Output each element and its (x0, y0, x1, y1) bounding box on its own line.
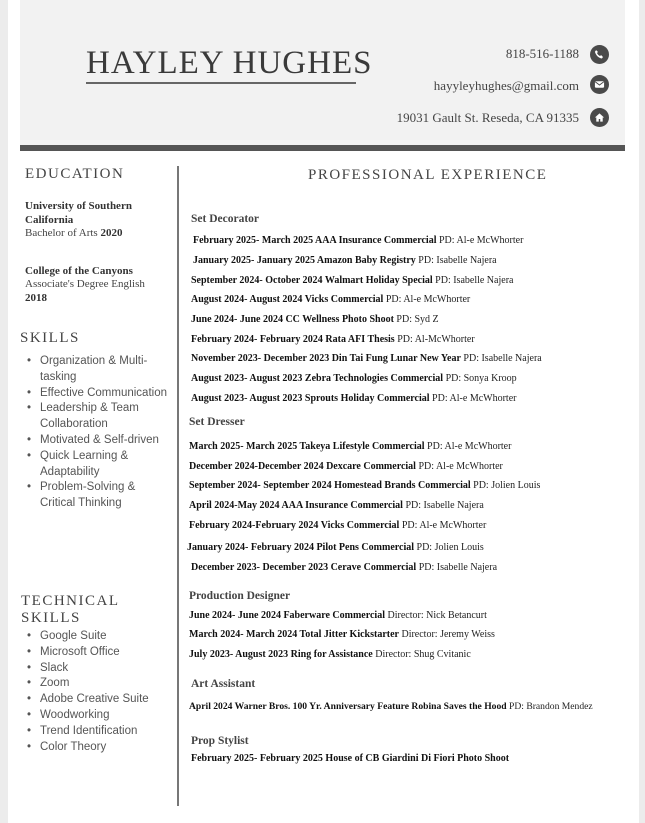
job-entry (189, 480, 540, 491)
job-entry (187, 542, 484, 553)
job-entry (191, 373, 517, 384)
skill-item: • Effective Communication (27, 386, 167, 402)
degree-year: 2020 (100, 227, 123, 239)
job-credit: PD: Syd Z (393, 314, 439, 325)
job-entry (189, 461, 503, 472)
technical-skill-item: • Adobe Creative Suite (27, 692, 167, 708)
job-title: July 2023- August 2023 Ring for Assistance (189, 649, 373, 660)
job-credit: Director: Shug Cvitanic (372, 649, 471, 660)
name-underline (86, 82, 356, 84)
degree-name: Bachelor of Arts (25, 227, 98, 239)
header-divider (20, 145, 625, 151)
skill-item: • Leadership & Team Collaboration (27, 401, 167, 433)
applicant-name: HAYLEY HUGHES (86, 45, 373, 81)
education-degree-2: Associate's Degree English (25, 278, 145, 290)
job-credit: PD: Isabelle Najera (402, 500, 484, 511)
job-title: November 2023- December 2023 Din Tai Fung Lunar New Year (191, 353, 461, 364)
job-entry (189, 500, 484, 511)
role-heading-set-decorator: Set Decorator (191, 213, 260, 225)
header-band (20, 0, 625, 145)
technical-skill-item: • Woodworking (27, 708, 167, 724)
column-divider (177, 166, 179, 806)
technical-skill-item: • Color Theory (27, 740, 167, 756)
job-title: September 2024- September 2024 Homestead Brands Commercial (189, 480, 471, 491)
job-credit: PD: Brandon Mendez (506, 701, 593, 712)
job-credit: PD: Isabelle Najera (432, 275, 514, 286)
resume-page (8, 0, 639, 823)
technical-skill-item: • Google Suite (27, 629, 167, 645)
job-entry (189, 441, 511, 452)
job-title: January 2025- January 2025 Amazon Baby Registry (193, 255, 416, 266)
job-title: February 2024-February 2024 Vicks Commercial (189, 520, 400, 531)
job-entry (189, 629, 495, 640)
job-title: February 2024- February 2024 Rata AFI Thesis (191, 334, 395, 345)
contact-email[interactable]: hayyleyhughes@gmail.com (433, 78, 579, 93)
education-degree-1 (25, 227, 122, 239)
contact-address: 19031 Gault St. Reseda, CA 91335 (396, 110, 579, 125)
job-title: March 2025- March 2025 Takeya Lifestyle Commercial (189, 441, 425, 452)
school-name-line1: University of Southern (25, 200, 132, 212)
job-title: August 2023- August 2023 Zebra Technologies Commercial (191, 373, 444, 384)
job-credit: Director: Jeremy Weiss (398, 629, 495, 640)
job-entry (191, 314, 439, 325)
job-title: February 2025- March 2025 AAA Insurance Commercial (193, 235, 437, 246)
job-entry (193, 255, 497, 266)
skill-item: • Quick Learning & Adaptability (27, 449, 167, 481)
job-entry (191, 334, 475, 345)
technical-skill-item: • Zoom (27, 676, 167, 692)
skills-heading: SKILLS (20, 330, 80, 346)
skill-item: • Motivated & Self-driven (27, 433, 167, 449)
job-entry (189, 649, 471, 660)
skills-list (27, 354, 167, 512)
job-title: June 2024- June 2024 Faberware Commercial (189, 610, 385, 621)
home-icon (590, 108, 609, 127)
job-credit: PD: Isabelle Najera (416, 562, 498, 573)
job-title: December 2023- December 2023 Cerave Commercial (191, 562, 417, 573)
education-year-2 (25, 292, 47, 304)
job-title: June 2024- June 2024 CC Wellness Photo Shoot (191, 314, 394, 325)
job-credit: PD: Isabelle Najera (460, 353, 542, 364)
job-entry (189, 701, 593, 712)
skill-item: • Problem-Solving & Critical Thinking (27, 480, 167, 512)
technical-skill-item: • Slack (27, 661, 167, 677)
job-entry (189, 610, 487, 621)
job-entry (193, 235, 523, 246)
job-title: March 2024- March 2024 Total Jitter Kickstarter (189, 629, 399, 640)
role-heading-art-assistant: Art Assistant (191, 678, 256, 690)
school-name-line2: California (25, 214, 74, 226)
job-credit: PD: Al-e McWhorter (383, 294, 471, 305)
job-title: December 2024-December 2024 Dexcare Commercial (189, 461, 416, 472)
job-entry (191, 275, 513, 286)
role-heading-prop-stylist: Prop Stylist (191, 735, 249, 747)
job-entry (191, 562, 497, 573)
job-title: February 2025- February 2025 House of CB Giardini Di Fiori Photo Shoot (191, 753, 510, 764)
job-credit: PD: Sonya Kroop (443, 373, 517, 384)
job-credit: PD: Al-e McWhorter (436, 235, 524, 246)
job-credit: PD: Al-e McWhorter (429, 393, 517, 404)
technical-heading-line2: SKILLS (21, 610, 81, 626)
mail-icon (590, 75, 609, 94)
job-entry (191, 353, 542, 364)
job-credit: PD: Al-e McWhorter (415, 461, 503, 472)
job-credit: PD: Al-e McWhorter (399, 520, 487, 531)
technical-skills-heading (21, 593, 120, 627)
job-credit: PD: Al-e McWhorter (424, 441, 512, 452)
job-title: April 2024-May 2024 AAA Insurance Commercial (189, 500, 403, 511)
job-title: September 2024- October 2024 Walmart Holiday Special (191, 275, 433, 286)
technical-heading-line1: TECHNICAL (21, 593, 120, 609)
technical-skills-list (27, 629, 167, 755)
job-credit: PD: Al-McWhorter (394, 334, 475, 345)
job-entry (191, 393, 516, 404)
job-entry (191, 753, 509, 764)
education-school-2: College of the Canyons (25, 265, 133, 277)
job-entry (191, 294, 470, 305)
job-title: August 2024- August 2024 Vicks Commercial (191, 294, 384, 305)
experience-heading: PROFESSIONAL EXPERIENCE (308, 167, 548, 183)
phone-icon (590, 45, 609, 64)
education-heading: EDUCATION (25, 166, 125, 182)
contact-phone: 818-516-1188 (505, 46, 579, 61)
job-credit: PD: Jolien Louis (414, 542, 484, 553)
technical-skill-item: • Trend Identification (27, 724, 167, 740)
job-entry (189, 520, 486, 531)
technical-skill-item: • Microsoft Office (27, 645, 167, 661)
job-title: April 2024 Warner Bros. 100 Yr. Anniversary Feature Robina Saves the Hood (189, 701, 507, 712)
job-credit: PD: Isabelle Najera (415, 255, 497, 266)
job-credit: Director: Nick Betancurt (385, 610, 487, 621)
role-heading-production-designer: Production Designer (189, 590, 291, 602)
job-title: January 2024- February 2024 Pilot Pens Commercial (187, 542, 415, 553)
job-credit: PD: Jolien Louis (470, 480, 541, 491)
skill-item: • Organization & Multi-tasking (27, 354, 167, 386)
role-heading-set-dresser: Set Dresser (189, 416, 245, 428)
degree-year: 2018 (25, 292, 47, 304)
job-title: August 2023- August 2023 Sprouts Holiday Commercial (191, 393, 430, 404)
education-school-1 (25, 199, 132, 227)
